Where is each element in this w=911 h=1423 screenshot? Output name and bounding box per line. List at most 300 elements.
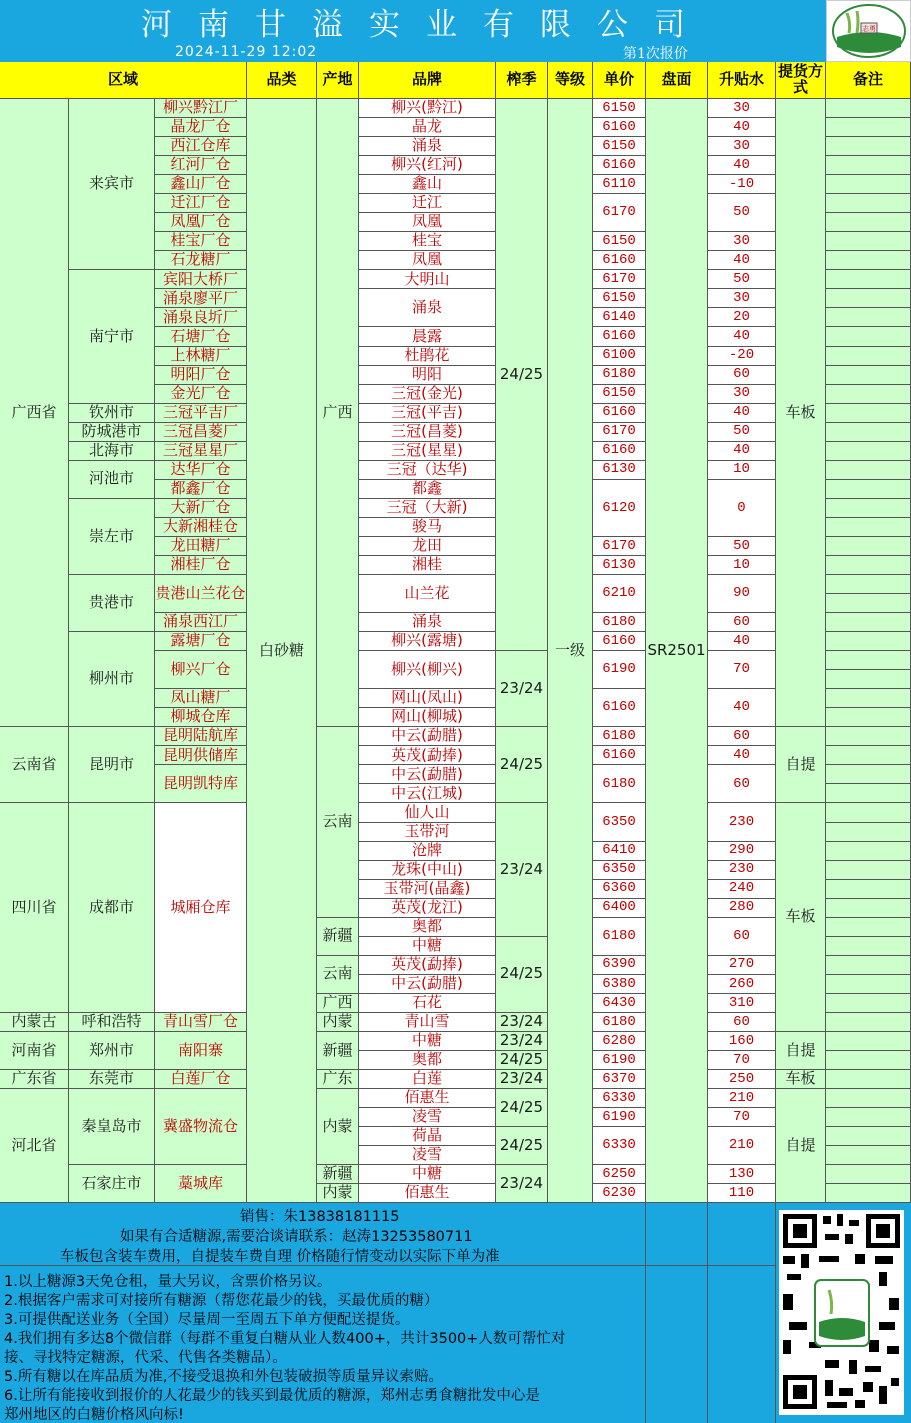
brand-cell: 英茂(勐捧) (359, 746, 496, 765)
remark-cell (826, 1146, 911, 1165)
sales-contact: 销售：朱13838181115 (240, 1209, 400, 1225)
brand-cell: 英茂(龙江) (359, 899, 496, 918)
warehouse-cell: 贵港山兰花仓 (155, 575, 247, 613)
brand-cell: 奥都 (359, 1051, 496, 1070)
brand-cell: 晶龙 (359, 118, 496, 137)
subsidy-cell: 40 (708, 251, 776, 270)
price-cell: 6150 (593, 99, 646, 118)
remark-cell (826, 289, 911, 308)
wheat-sugar-logo-icon (831, 3, 907, 59)
city-cell: 柳州市 (69, 632, 155, 727)
price-cell: 6180 (593, 727, 646, 746)
svg-text:志勇: 志勇 (861, 25, 876, 33)
season-cell: 24/25 (496, 1089, 548, 1127)
brand-cell: 英茂(勐捧) (359, 956, 496, 975)
subsidy-cell: 0 (708, 480, 776, 537)
price-cell: 6160 (593, 251, 646, 270)
warehouse-cell: 西江仓库 (155, 137, 247, 156)
subsidy-cell: 40 (708, 746, 776, 765)
brand-cell: 中云(勐腊) (359, 765, 496, 784)
subsidy-cell: 30 (708, 289, 776, 308)
brand-cell: 石花 (359, 994, 496, 1013)
footer-item: 5.所有糖以在库品质为准,不接受退换和外包装破损等质量异议索赔。 (4, 1369, 443, 1385)
remark-cell (826, 1032, 911, 1051)
warehouse-cell: 昆明凯特库 (155, 765, 247, 803)
footer-item: 1.以上糖源3天免仓租，量大另议，含票价格另议。 (4, 1274, 332, 1290)
remark-cell (826, 366, 911, 385)
province-cell: 云南省 (0, 727, 69, 803)
subsidy-cell: 160 (708, 1032, 776, 1051)
warehouse-cell: 涌泉廖平厂 (155, 289, 247, 308)
province-cell: 广东省 (0, 1070, 69, 1089)
footer-item: 4.我们拥有多达8个微信群（每群不重复白糖从业人数400+，共计3500+人数可帮忙对 (4, 1331, 566, 1347)
warehouse-cell: 昆明供储库 (155, 746, 247, 765)
brand-cell: 沧牌 (359, 842, 496, 861)
warehouse-cell: 大新厂仓 (155, 499, 247, 518)
brand-cell: 凌雪 (359, 1108, 496, 1127)
warehouse-cell: 涌泉西江厂 (155, 613, 247, 632)
city-cell: 北海市 (69, 442, 155, 461)
header-brand: 品牌 (359, 62, 496, 99)
brand-cell: 湘桂 (359, 556, 496, 575)
qr-code-icon (779, 1210, 904, 1415)
remark-cell (826, 689, 911, 708)
remark-cell (826, 194, 911, 213)
warehouse-cell: 城厢仓库 (155, 803, 247, 1012)
origin-cell: 云南 (317, 956, 359, 994)
warehouse-cell: 明阳厂仓 (155, 366, 247, 385)
subsidy-cell: 50 (708, 423, 776, 442)
price-cell: 6130 (593, 556, 646, 575)
city-cell: 防城港市 (69, 423, 155, 442)
warehouse-cell: 都鑫厂仓 (155, 480, 247, 499)
remark-cell (826, 518, 911, 537)
brand-cell: 荷晶 (359, 1127, 496, 1146)
subsidy-cell: 30 (708, 232, 776, 251)
brand-cell: 青山雪 (359, 1013, 496, 1032)
price-cell: 6230 (593, 1184, 646, 1203)
remark-cell (826, 842, 911, 861)
brand-cell: 三冠（大新) (359, 499, 496, 518)
remark-cell (826, 670, 911, 689)
remark-cell (826, 708, 911, 727)
price-cell: 6400 (593, 899, 646, 918)
brand-cell: 中云(江城) (359, 784, 496, 803)
province-cell: 广西省 (0, 99, 69, 727)
brand-cell: 桂宝 (359, 232, 496, 251)
remark-cell (826, 270, 911, 289)
city-cell: 南宁市 (69, 270, 155, 403)
pickup-cell: 车板 (776, 803, 826, 1031)
warehouse-cell: 宾阳大桥厂 (155, 270, 247, 289)
season-cell: 23/24 (496, 1013, 548, 1032)
footer-item: 2.根据客户需求可对接所有糖源（帮您花最少的钱，买最优质的糖） (4, 1293, 439, 1309)
remark-cell (826, 118, 911, 137)
subsidy-cell: 310 (708, 994, 776, 1013)
price-cell: 6170 (593, 423, 646, 442)
price-cell: 6150 (593, 289, 646, 308)
board-cell: SR2501 (646, 99, 708, 1203)
category-cell: 白砂糖 (247, 99, 317, 1203)
warehouse-cell: 露塘厂仓 (155, 632, 247, 651)
subsidy-cell: 60 (708, 366, 776, 385)
brand-cell: 大明山 (359, 270, 496, 289)
subsidy-cell: -20 (708, 347, 776, 366)
remark-cell (826, 1165, 911, 1184)
negotiation-contact: 如果有合适糖源,需要洽谈请联系：赵涛13253580711 (120, 1229, 473, 1245)
warehouse-cell: 达华厂仓 (155, 461, 247, 480)
warehouse-cell: 凤山糖厂 (155, 689, 247, 708)
quote-number: 第1次报价 (623, 46, 688, 62)
brand-cell: 仙人山 (359, 803, 496, 822)
brand-cell: 龙田 (359, 537, 496, 556)
brand-cell: 奥都 (359, 918, 496, 937)
season-cell: 23/24 (496, 651, 548, 727)
warehouse-cell: 柳兴黔江厂 (155, 99, 247, 118)
pickup-cell: 自提 (776, 1032, 826, 1070)
remark-cell (826, 613, 911, 632)
subsidy-cell: 40 (708, 156, 776, 175)
city-cell: 成都市 (69, 803, 155, 1012)
subsidy-cell: 60 (708, 765, 776, 803)
warehouse-cell: 三冠平吉厂 (155, 404, 247, 423)
season-cell: 23/24 (496, 1165, 548, 1203)
remark-cell (826, 213, 911, 232)
subsidy-cell: 40 (708, 404, 776, 423)
price-cell: 6150 (593, 232, 646, 251)
warehouse-cell: 冀盛物流仓 (155, 1089, 247, 1165)
price-cell: 6160 (593, 156, 646, 175)
subsidy-cell: 40 (708, 689, 776, 727)
remark-cell (826, 1051, 911, 1070)
price-cell: 6110 (593, 175, 646, 194)
price-cell: 6210 (593, 575, 646, 613)
subsidy-cell: 210 (708, 1127, 776, 1165)
price-cell: 6160 (593, 327, 646, 346)
city-cell: 来宾市 (69, 99, 155, 270)
origin-cell: 广西 (317, 994, 359, 1013)
warehouse-cell: 迁江厂仓 (155, 194, 247, 213)
remark-cell (826, 1070, 911, 1089)
city-cell: 昆明市 (69, 727, 155, 803)
remark-cell (826, 918, 911, 937)
brand-cell: 佰惠生 (359, 1184, 496, 1203)
brand-cell: 凤凰 (359, 213, 496, 232)
warehouse-cell: 桂宝厂仓 (155, 232, 247, 251)
price-cell: 6350 (593, 803, 646, 841)
warehouse-cell: 南阳寨 (155, 1032, 247, 1070)
subsidy-cell: 70 (708, 1108, 776, 1127)
subsidy-cell: 10 (708, 461, 776, 480)
warehouse-cell: 大新湘桂仓 (155, 518, 247, 537)
price-cell: 6170 (593, 194, 646, 232)
header-category: 品类 (247, 62, 317, 99)
city-cell: 河池市 (69, 461, 155, 499)
price-cell: 6330 (593, 1127, 646, 1165)
price-cell: 6160 (593, 746, 646, 765)
remark-cell (826, 1089, 911, 1108)
price-cell: 6280 (593, 1032, 646, 1051)
brand-cell: 都鑫 (359, 480, 496, 499)
warehouse-cell: 柳兴厂仓 (155, 651, 247, 689)
remark-cell (826, 823, 911, 842)
remark-cell (826, 442, 911, 461)
season-cell: 23/24 (496, 803, 548, 936)
subsidy-cell: 230 (708, 861, 776, 880)
brand-cell: 三冠(星星) (359, 442, 496, 461)
price-cell: 6170 (593, 537, 646, 556)
header-origin: 产地 (317, 62, 359, 99)
warehouse-cell: 三冠星星厂 (155, 442, 247, 461)
brand-cell: 骏马 (359, 518, 496, 537)
pickup-cell: 车板 (776, 99, 826, 727)
remark-cell (826, 308, 911, 327)
price-cell: 6380 (593, 975, 646, 994)
subsidy-cell: 250 (708, 1070, 776, 1089)
price-cell: 6180 (593, 1013, 646, 1032)
price-cell: 6370 (593, 1070, 646, 1089)
footer-item: 3.可提供配送业务（全国）尽量周一至周五下单方便配送提货。 (4, 1312, 410, 1328)
remark-cell (826, 937, 911, 956)
price-cell: 6350 (593, 861, 646, 880)
subsidy-cell: 50 (708, 270, 776, 289)
brand-cell: 涌泉 (359, 613, 496, 632)
remark-cell (826, 899, 911, 918)
grade-cell: 一级 (548, 99, 593, 1203)
price-cell: 6180 (593, 366, 646, 385)
brand-cell: 中云(勐腊) (359, 975, 496, 994)
subsidy-cell: 40 (708, 442, 776, 461)
company-logo (826, 0, 911, 62)
warehouse-cell: 龙田糖厂 (155, 537, 247, 556)
footer-item: 6.让所有能接收到报价的人花最少的钱买到最优质的糖源，郑州志勇食糖批发中心是 (4, 1388, 540, 1404)
header-season: 榨季 (496, 62, 548, 99)
warehouse-cell: 白莲厂仓 (155, 1070, 247, 1089)
price-cell: 6180 (593, 613, 646, 632)
subsidy-cell: 30 (708, 385, 776, 404)
brand-cell: 明阳 (359, 366, 496, 385)
brand-cell: 迁江 (359, 194, 496, 213)
remark-cell (826, 423, 911, 442)
subsidy-cell: 50 (708, 194, 776, 232)
subsidy-cell: 70 (708, 651, 776, 689)
remark-cell (826, 651, 911, 670)
province-cell: 河南省 (0, 1032, 69, 1070)
header-subsidy: 升贴水 (708, 62, 776, 99)
subsidy-cell: 280 (708, 899, 776, 918)
brand-cell: 三冠(金光) (359, 385, 496, 404)
city-cell: 郑州市 (69, 1032, 155, 1070)
season-cell: 24/25 (496, 99, 548, 651)
brand-cell: 柳兴(黔江) (359, 99, 496, 118)
price-cell: 6130 (593, 461, 646, 480)
subsidy-cell: 40 (708, 118, 776, 137)
sub-header-bar (0, 43, 826, 62)
subsidy-cell: 210 (708, 1089, 776, 1108)
subsidy-cell: 90 (708, 575, 776, 613)
origin-cell: 新疆 (317, 1032, 359, 1070)
subsidy-cell: 270 (708, 956, 776, 975)
warehouse-cell: 青山雪厂仓 (155, 1013, 247, 1032)
price-cell: 6250 (593, 1165, 646, 1184)
city-cell: 石家庄市 (69, 1165, 155, 1203)
remark-cell (826, 1127, 911, 1146)
remark-cell (826, 404, 911, 423)
header-price: 单价 (593, 62, 646, 99)
origin-cell: 内蒙 (317, 1013, 359, 1032)
warehouse-cell: 鑫山厂仓 (155, 175, 247, 194)
subsidy-cell: 290 (708, 842, 776, 861)
remark-cell (826, 499, 911, 518)
header-region: 区域 (0, 62, 247, 99)
price-cell: 6190 (593, 1108, 646, 1127)
warehouse-cell: 昆明陆航库 (155, 727, 247, 746)
price-cell: 6160 (593, 118, 646, 137)
footer-item: 郑州地区的白糖价格风向标! (4, 1407, 184, 1423)
subsidy-cell: 70 (708, 1051, 776, 1070)
warehouse-cell: 柳城仓库 (155, 708, 247, 727)
brand-cell: 玉带河(晶鑫) (359, 880, 496, 899)
price-cell: 6160 (593, 689, 646, 727)
subsidy-cell: 230 (708, 803, 776, 841)
pickup-cell: 车板 (776, 1070, 826, 1089)
remark-cell (826, 327, 911, 346)
price-cell: 6360 (593, 880, 646, 899)
brand-cell: 晨露 (359, 327, 496, 346)
remark-cell (826, 251, 911, 270)
price-cell: 6190 (593, 1051, 646, 1070)
price-cell: 6390 (593, 956, 646, 975)
province-cell: 河北省 (0, 1089, 69, 1203)
remark-cell (826, 480, 911, 499)
remark-cell (826, 537, 911, 556)
season-cell: 23/24 (496, 1032, 548, 1051)
brand-cell: 山兰花 (359, 575, 496, 613)
brand-cell: 凤凰 (359, 251, 496, 270)
brand-cell: 佰惠生 (359, 1089, 496, 1108)
remark-cell (826, 1013, 911, 1032)
warehouse-cell: 凤凰厂仓 (155, 213, 247, 232)
warehouse-cell: 三冠昌菱厂 (155, 423, 247, 442)
price-cell: 6170 (593, 270, 646, 289)
city-cell: 呼和浩特 (69, 1013, 155, 1032)
price-cell: 6100 (593, 347, 646, 366)
remark-cell (826, 975, 911, 994)
brand-cell: 柳兴(柳兴) (359, 651, 496, 689)
warehouse-cell: 涌泉良圻厂 (155, 308, 247, 327)
price-cell: 6160 (593, 404, 646, 423)
warehouse-cell: 湘桂厂仓 (155, 556, 247, 575)
warehouse-cell: 上林糖厂 (155, 347, 247, 366)
city-cell: 钦州市 (69, 404, 155, 423)
company-title: 河南甘溢实业有限公司 (0, 0, 826, 43)
header-board: 盘面 (646, 62, 708, 99)
city-cell: 贵港市 (69, 575, 155, 632)
remark-cell (826, 1184, 911, 1203)
pickup-note: 车板包含装车费用，自提装车费自理 价格随行情变动以实际下单为准 (60, 1249, 500, 1265)
city-cell: 崇左市 (69, 499, 155, 575)
brand-cell: 中糖 (359, 937, 496, 956)
season-cell: 24/25 (496, 1127, 548, 1165)
season-cell: 24/25 (496, 1051, 548, 1070)
subsidy-cell: 60 (708, 613, 776, 632)
origin-cell: 广西 (317, 99, 359, 727)
brand-cell: 涌泉 (359, 137, 496, 156)
city-cell: 秦皇岛市 (69, 1089, 155, 1165)
footer-item: 接、寻找特定糖源，代采、代售各类糖品）。 (4, 1350, 287, 1366)
brand-cell: 涌泉 (359, 289, 496, 327)
season-cell: 24/25 (496, 727, 548, 803)
subsidy-cell: 20 (708, 308, 776, 327)
quote-datetime: 2024-11-29 12:02 (175, 44, 318, 60)
price-cell: 6160 (593, 442, 646, 461)
brand-cell: 白莲 (359, 1070, 496, 1089)
footer-panel (0, 1202, 911, 1423)
subsidy-cell: 30 (708, 137, 776, 156)
city-cell: 东莞市 (69, 1070, 155, 1089)
warehouse-cell: 石塘厂仓 (155, 327, 247, 346)
subsidy-cell: 110 (708, 1184, 776, 1203)
price-cell: 6410 (593, 842, 646, 861)
brand-cell: 中糖 (359, 1165, 496, 1184)
season-cell: 23/24 (496, 1070, 548, 1089)
price-cell: 6180 (593, 918, 646, 956)
subsidy-cell: 130 (708, 1165, 776, 1184)
remark-cell (826, 385, 911, 404)
price-cell: 6140 (593, 308, 646, 327)
brand-cell: 柳兴(红河) (359, 156, 496, 175)
season-cell: 24/25 (496, 937, 548, 1013)
brand-cell: 网山(凤山) (359, 689, 496, 708)
brand-cell: 网山(柳城) (359, 708, 496, 727)
brand-cell: 杜鹃花 (359, 347, 496, 366)
subsidy-cell: 240 (708, 880, 776, 899)
remark-cell (826, 156, 911, 175)
origin-cell: 新疆 (317, 918, 359, 956)
province-cell: 内蒙古 (0, 1013, 69, 1032)
subsidy-cell: 40 (708, 327, 776, 346)
subsidy-cell: -10 (708, 175, 776, 194)
remark-cell (826, 994, 911, 1013)
remark-cell (826, 746, 911, 765)
origin-cell: 云南 (317, 727, 359, 917)
pickup-cell: 自提 (776, 1089, 826, 1203)
subsidy-cell: 60 (708, 918, 776, 956)
pickup-cell: 自提 (776, 727, 826, 803)
subsidy-cell: 60 (708, 727, 776, 746)
brand-cell: 鑫山 (359, 175, 496, 194)
price-cell: 6150 (593, 137, 646, 156)
price-cell: 6430 (593, 994, 646, 1013)
price-cell: 6150 (593, 385, 646, 404)
remark-cell (826, 232, 911, 251)
price-cell: 6160 (593, 632, 646, 651)
remark-cell (826, 1108, 911, 1127)
brand-cell: 玉带河 (359, 823, 496, 842)
remark-cell (826, 575, 911, 594)
warehouse-cell: 藁城库 (155, 1165, 247, 1203)
origin-cell: 内蒙 (317, 1089, 359, 1165)
brand-cell: 三冠(昌菱) (359, 423, 496, 442)
price-cell: 6180 (593, 765, 646, 803)
origin-cell: 新疆 (317, 1165, 359, 1184)
price-cell: 6190 (593, 651, 646, 689)
brand-cell: 龙珠(中山) (359, 861, 496, 880)
remark-cell (826, 175, 911, 194)
subsidy-cell: 50 (708, 537, 776, 556)
remark-cell (826, 765, 911, 784)
remark-cell (826, 861, 911, 880)
